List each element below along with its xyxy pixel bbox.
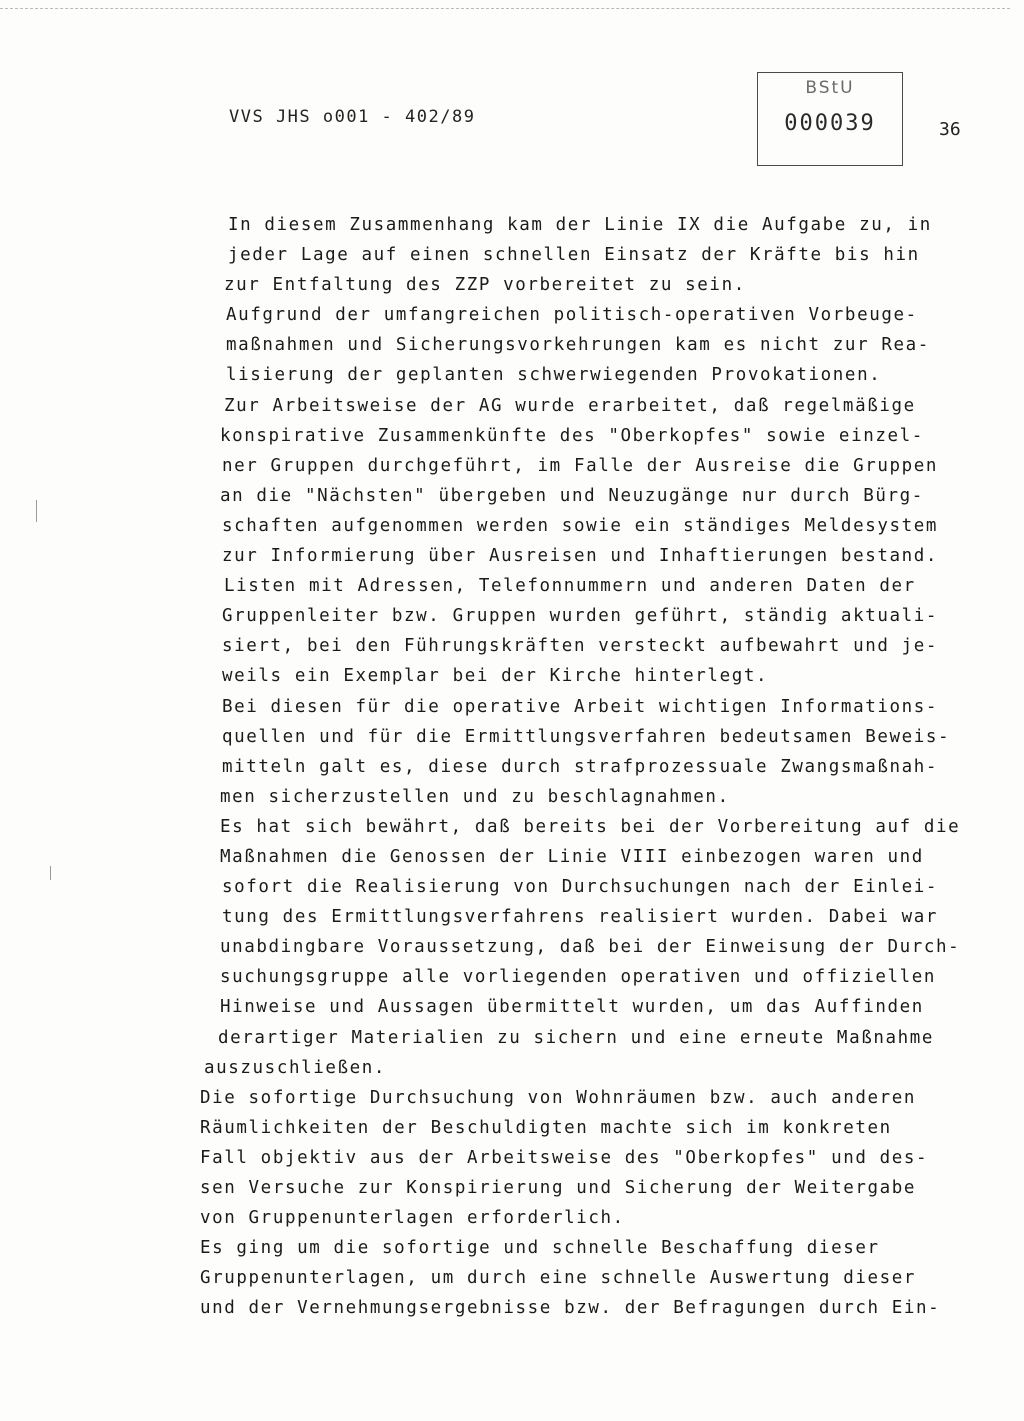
archive-stamp (757, 72, 903, 166)
text-line: lisierung der geplanten schwerwiegenden Provokationen. (226, 365, 882, 386)
text-line: Die sofortige Durchsuchung von Wohnräumen bzw. auch anderen (200, 1087, 917, 1108)
text-line: Es hat sich bewährt, daß bereits bei der Vorbereitung auf die (220, 816, 961, 837)
text-line: sofort die Realisierung von Durchsuchungen nach der Einlei- (222, 877, 939, 898)
page-number: 36 (939, 119, 961, 140)
text-line: siert, bei den Führungskräften versteckt aufbewahrt und je- (222, 636, 939, 657)
text-line: Listen mit Adressen, Telefonnummern und anderen Daten der (224, 576, 916, 597)
text-line: Es ging um die sofortige und schnelle Beschaffung dieser (200, 1238, 880, 1259)
text-line: Gruppenleiter bzw. Gruppen wurden geführt, ständig aktuali- (222, 606, 939, 627)
scan-edge-line (0, 8, 1010, 9)
text-line: weils ein Exemplar bei der Kirche hinterlegt. (222, 666, 769, 687)
text-line: mitteln galt es, diese durch strafprozessuale Zwangsmaßnah- (222, 756, 939, 777)
text-line: Gruppenunterlagen, um durch eine schnelle Auswertung dieser (200, 1268, 917, 1289)
text-line: Räumlichkeiten der Beschuldigten machte sich im konkreten (200, 1117, 892, 1138)
text-line: Hinweise und Aussagen übermittelt wurden, um das Auffinden (220, 997, 924, 1018)
document-reference: VVS JHS o001 - 402/89 (229, 107, 476, 127)
text-line: Zur Arbeitsweise der AG wurde erarbeitet, daß regelmäßige (224, 395, 916, 416)
text-line: men sicherzustellen und zu beschlagnahmen. (220, 786, 730, 807)
text-line: jeder Lage auf einen schnellen Einsatz der Kräfte bis hin (228, 245, 920, 266)
text-line: tung des Ermittlungsverfahrens realisiert wurden. Dabei war (222, 907, 939, 928)
text-line: schaften aufgenommen werden sowie ein ständiges Meldesystem (222, 515, 939, 536)
text-line: Aufgrund der umfangreichen politisch-operativen Vorbeuge- (226, 305, 918, 326)
margin-mark (50, 866, 51, 880)
margin-mark (36, 500, 37, 522)
stamp-number: 000039 (784, 111, 876, 136)
text-line: von Gruppenunterlagen erforderlich. (200, 1208, 625, 1229)
text-line: zur Entfaltung des ZZP vorbereitet zu sein. (224, 275, 746, 296)
text-line: auszuschließen. (204, 1057, 387, 1078)
text-line: an die "Nächsten" übergeben und Neuzugänge nur durch Bürg- (220, 485, 924, 506)
text-line: maßnahmen und Sicherungsvorkehrungen kam es nicht zur Rea- (226, 335, 930, 356)
stamp-label: BStU (805, 78, 855, 98)
text-line: und der Vernehmungsergebnisse bzw. der Befragungen durch Ein- (200, 1298, 941, 1319)
text-line: Bei diesen für die operative Arbeit wichtigen Informations- (222, 696, 939, 717)
text-line: unabdingbare Voraussetzung, daß bei der Einweisung der Durch- (220, 937, 961, 958)
text-line: suchungsgruppe alle vorliegenden operativen und offiziellen (220, 967, 937, 988)
text-line: sen Versuche zur Konspirierung und Sicherung der Weitergabe (200, 1178, 917, 1198)
body-text (200, 210, 960, 1323)
text-line: Fall objektiv aus der Arbeitsweise des "Oberkopfes" und des- (200, 1147, 929, 1168)
text-line: Maßnahmen die Genossen der Linie VIII einbezogen waren und (220, 846, 924, 867)
text-line: quellen und für die Ermittlungsverfahren bedeutsamen Beweis- (222, 726, 951, 747)
text-line: derartiger Materialien zu sichern und eine erneute Maßnahme (218, 1027, 935, 1048)
text-line: zur Informierung über Ausreisen und Inhaftierungen bestand. (222, 546, 939, 567)
text-line: konspirative Zusammenkünfte des "Oberkopfes" sowie einzel- (220, 425, 924, 446)
text-line: ner Gruppen durchgeführt, im Falle der Ausreise die Gruppen (222, 455, 939, 476)
text-line: In diesem Zusammenhang kam der Linie IX die Aufgabe zu, in (228, 215, 932, 235)
